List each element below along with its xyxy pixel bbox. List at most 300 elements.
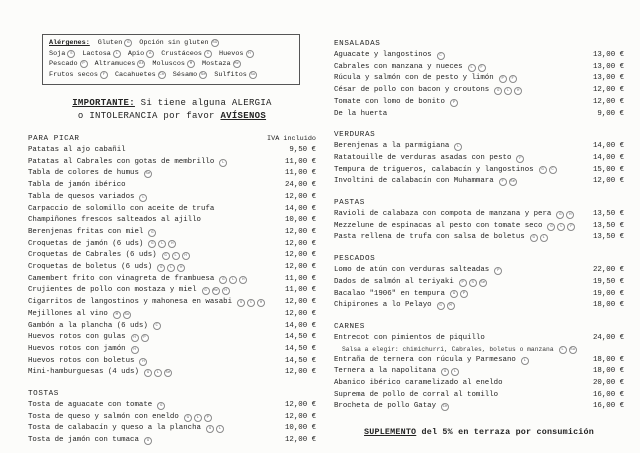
item-allergens xyxy=(448,290,468,298)
allergen-box-row xyxy=(49,49,293,60)
item-name: Carpaccio de solomillo con aceite de trufa xyxy=(28,204,215,213)
lactosa-icon: L xyxy=(504,87,512,95)
menu-item xyxy=(28,412,316,424)
menu-item xyxy=(28,192,316,204)
menu-item xyxy=(28,309,316,321)
frutos-secos-icon: F xyxy=(567,223,575,231)
item-price: 12,00 € xyxy=(284,309,316,318)
allergen-label: Mostaza xyxy=(202,60,231,68)
huevos-icon: H xyxy=(131,334,139,342)
allergen-label: Pescado xyxy=(49,60,78,68)
item-price: 10,00 € xyxy=(284,424,316,433)
item-price: 13,00 € xyxy=(592,51,624,59)
sulfitos-icon: Su xyxy=(570,347,576,352)
lactosa-icon: L xyxy=(229,276,237,284)
menu-item xyxy=(28,204,316,216)
lactosa-icon: L xyxy=(158,240,166,248)
allergen-label: Crustáceos xyxy=(161,49,203,58)
item-price: 12,00 € xyxy=(284,239,316,248)
item-price: 20,00 € xyxy=(592,379,624,388)
item-allergens xyxy=(142,170,152,178)
sulfitos-icon: Su xyxy=(124,312,130,317)
pescado-icon: P xyxy=(460,290,468,298)
lactosa-icon: L xyxy=(451,368,459,376)
menu-item xyxy=(334,378,624,390)
lactosa-legend xyxy=(82,49,121,60)
item-name: Huevos rotos con gulas xyxy=(28,333,126,342)
allergen-label: Frutos secos xyxy=(49,70,98,79)
item-name: Tabla de jamón ibérico xyxy=(28,181,126,190)
menu-item xyxy=(28,285,316,297)
item-price: 13,00 € xyxy=(592,74,624,83)
huevos-icon: H xyxy=(168,240,176,248)
altramuces-legend xyxy=(95,59,146,70)
item-allergens xyxy=(439,368,459,376)
menu-item xyxy=(334,277,624,289)
item-price: 14,50 € xyxy=(284,356,316,365)
gluten-icon: G xyxy=(450,290,458,298)
item-allergens xyxy=(160,252,190,260)
allergy-notice-line2: o INTOLERANCIA por favor AVÍSENOS xyxy=(77,111,267,121)
lactosa-icon: L xyxy=(521,357,529,365)
item-allergens xyxy=(137,358,147,366)
crustaceos-icon: C xyxy=(247,299,255,307)
item-name: Dados de salmón al teriyaki xyxy=(334,277,454,286)
section-title: PARA PICAR xyxy=(28,135,80,143)
huevos-legend xyxy=(219,49,253,60)
item-price: 11,00 € xyxy=(284,286,316,295)
menu-item xyxy=(334,289,624,301)
lactosa-icon: L xyxy=(216,425,224,433)
menu-item xyxy=(28,321,316,333)
item-name: Mejillones al vino xyxy=(28,309,108,318)
item-price: 9,50 € xyxy=(289,146,316,154)
item-name: Tabla de colores de humus xyxy=(28,169,139,178)
item-price: 11,00 € xyxy=(284,157,316,166)
item-price: 11,00 € xyxy=(284,274,316,283)
item-name: Huevos rotos con jamón xyxy=(28,344,126,353)
crustaceos-icon: C xyxy=(437,52,445,60)
allergen-box xyxy=(42,34,300,85)
item-price: 13,50 € xyxy=(592,221,624,230)
item-name: Entraña de ternera con rúcula y Parmesano xyxy=(334,355,516,364)
item-allergens xyxy=(537,166,557,174)
item-name: Brocheta de pollo Gatay xyxy=(334,402,437,411)
item-name: Mezzelune de espinacas al pesto con tomate seco xyxy=(334,221,543,230)
item-allergens xyxy=(129,334,149,342)
gluten-icon: G xyxy=(144,437,152,445)
menu-item xyxy=(334,209,624,221)
item-price: 13,00 € xyxy=(592,62,624,71)
item-name: Pasta rellena de trufa con salsa de boletus xyxy=(334,233,525,242)
item-allergens xyxy=(146,229,156,237)
menu-item xyxy=(334,401,624,413)
item-price: 12,00 € xyxy=(284,412,316,421)
item-allergens xyxy=(200,287,230,295)
lactosa-icon: L xyxy=(113,50,121,58)
item-name: Ravioli de calabaza con compota de manzana y pera xyxy=(334,210,552,219)
moluscos-icon: M xyxy=(447,302,455,310)
gluten-icon: G xyxy=(162,252,170,260)
section-title: VERDURAS xyxy=(334,131,376,140)
item-price: 18,00 € xyxy=(592,355,624,364)
menu-item xyxy=(334,85,624,97)
item-name: Gambón a la plancha (6 uds) xyxy=(28,321,148,330)
item-name: Tosta de queso y salmón con eneldo xyxy=(28,412,179,421)
item-allergens xyxy=(492,87,522,95)
sesamo-icon: Se xyxy=(510,180,516,185)
item-name: Ratatouille de verduras asadas con pesto xyxy=(334,153,512,162)
frutos-secos-legend xyxy=(49,70,108,81)
section-title: PASTAS xyxy=(334,199,365,208)
gluten-icon: G xyxy=(437,302,445,310)
allergen-label: Sulfitos xyxy=(214,70,247,79)
menu-item xyxy=(28,262,316,274)
section-title: TOSTAS xyxy=(28,390,59,399)
lactosa-icon: L xyxy=(139,194,147,202)
section-header xyxy=(334,321,624,333)
sulfitos-icon: Su xyxy=(250,72,256,77)
menu-item xyxy=(334,73,624,85)
item-allergens xyxy=(557,346,577,354)
allergen-box-title: Alérgenes: xyxy=(49,39,90,47)
moluscos-legend xyxy=(152,59,195,70)
item-name: Tosta de aguacate con tomate xyxy=(28,401,153,410)
lactosa-icon: L xyxy=(454,143,462,151)
soja-legend xyxy=(49,49,75,60)
menu-section xyxy=(334,321,624,413)
gluten-icon: G xyxy=(237,299,245,307)
lactosa-icon: L xyxy=(172,252,180,260)
menu-item xyxy=(28,157,316,169)
item-name: Tomate con lomo de bonito xyxy=(334,97,445,106)
item-name: Mini-hamburguesas (4 uds) xyxy=(28,368,139,377)
frutos-secos-icon: F xyxy=(516,155,524,163)
soja-icon: S xyxy=(469,279,477,287)
gluten-icon: G xyxy=(494,87,502,95)
menu-item xyxy=(334,50,624,62)
menu-item xyxy=(28,297,316,309)
frutos-secos-icon: F xyxy=(100,71,108,79)
mostaza-icon: Mz xyxy=(213,289,218,294)
item-price: 24,00 € xyxy=(592,333,624,342)
crustaceos-icon: C xyxy=(204,50,212,58)
item-allergens xyxy=(142,437,152,445)
item-price: 24,00 € xyxy=(284,181,316,190)
item-allergens xyxy=(457,279,487,287)
menu-section xyxy=(334,129,624,188)
item-name: Rúcula y salmón con de pesto y limón xyxy=(334,74,494,83)
item-allergens xyxy=(514,155,524,163)
menu-item xyxy=(334,221,624,233)
gluten-icon: G xyxy=(441,368,449,376)
item-price: 12,00 € xyxy=(284,251,316,260)
item-name: Croquetas de jamón (6 uds) xyxy=(28,239,144,248)
section-header xyxy=(334,253,624,265)
menu-item xyxy=(28,367,316,379)
pescado-icon: P xyxy=(450,99,458,107)
item-allergens xyxy=(129,346,139,354)
apio-legend xyxy=(128,49,154,60)
sesamo-icon: Se xyxy=(145,172,151,177)
sesamo-icon: Se xyxy=(165,371,171,376)
menu-item xyxy=(28,332,316,344)
item-price: 14,50 € xyxy=(284,333,316,342)
item-name: Aguacate y langostinos xyxy=(334,51,432,59)
left-column xyxy=(28,34,316,453)
left-sections xyxy=(28,133,316,447)
gluten-free-label: Opción sin gluten xyxy=(139,39,209,47)
gluten-icon: G xyxy=(148,240,156,248)
item-name: Crujientes de pollo con mostaza y miel xyxy=(28,286,197,295)
menu-item xyxy=(28,435,316,447)
gluten-free-icon: SG xyxy=(212,41,218,46)
menu-item xyxy=(28,250,316,262)
item-name: Huevos rotos con boletus xyxy=(28,356,135,365)
gluten-icon: G xyxy=(547,223,555,231)
menu-item-note xyxy=(334,345,624,355)
mostaza-icon: Mz xyxy=(234,62,239,67)
soja-icon: S xyxy=(67,50,75,58)
pescado-icon: P xyxy=(141,334,149,342)
sesamo-icon: Se xyxy=(480,280,486,285)
menu-item xyxy=(28,400,316,412)
item-name: Croquetas de Cabrales (6 uds) xyxy=(28,251,157,260)
item-allergens xyxy=(554,211,574,219)
item-allergens xyxy=(151,322,161,330)
sulfitos-legend xyxy=(214,70,257,81)
item-price: 13,50 € xyxy=(592,233,624,242)
menu-item xyxy=(334,390,624,402)
item-allergens xyxy=(217,159,227,167)
gluten-icon: G xyxy=(206,425,214,433)
item-price: 14,00 € xyxy=(284,321,316,330)
item-allergens xyxy=(137,194,147,202)
lactosa-icon: L xyxy=(154,369,162,377)
frutos-secos-icon: F xyxy=(509,75,517,83)
menu-item xyxy=(334,355,624,367)
right-column xyxy=(334,38,624,437)
menu-section xyxy=(28,388,316,447)
item-name: De la huerta xyxy=(334,109,388,118)
item-price: 12,00 € xyxy=(284,192,316,201)
item-name: Camembert frito con vinagreta de frambuesa xyxy=(28,274,215,283)
item-name: Suprema de pollo de corral al tomillo xyxy=(334,390,499,399)
item-allergens xyxy=(182,414,212,422)
item-name: Berenjenas fritas con miel xyxy=(28,227,144,236)
item-price: 10,00 € xyxy=(284,216,316,225)
menu-item xyxy=(334,366,624,378)
item-allergens xyxy=(519,357,529,365)
item-name: Lomo de atún con verduras salteadas xyxy=(334,266,490,275)
item-price: 12,00 € xyxy=(592,177,624,186)
frutos-secos-icon: F xyxy=(478,64,486,72)
item-allergens xyxy=(142,369,172,377)
menu-item xyxy=(28,215,316,227)
item-allergens xyxy=(545,223,575,231)
item-price: 14,50 € xyxy=(284,344,316,353)
tax-note: IVA incluido xyxy=(267,135,316,143)
menu-item xyxy=(28,227,316,239)
allergen-label: Huevos xyxy=(219,49,244,58)
huevos-icon: H xyxy=(257,299,265,307)
allergy-notice xyxy=(28,97,316,123)
menu-item xyxy=(28,168,316,180)
terrace-supplement-note: SUPLEMENTO del 5% en terraza por consumición xyxy=(364,427,594,438)
item-price: 18,00 € xyxy=(592,301,624,310)
huevos-icon: H xyxy=(182,252,190,260)
menu-item xyxy=(334,232,624,244)
huevos-icon: H xyxy=(139,358,147,366)
item-name: Cigarritos de langostinos y mahonesa en wasabi xyxy=(28,298,233,307)
huevos-icon: H xyxy=(566,211,574,219)
item-allergens xyxy=(497,75,517,83)
item-allergens xyxy=(155,264,185,272)
apio-icon: A xyxy=(146,50,154,58)
item-price: 22,00 € xyxy=(592,266,624,275)
section-title: PESCADOS xyxy=(334,255,376,264)
gluten-icon: G xyxy=(144,369,152,377)
item-price: 16,00 € xyxy=(592,390,624,399)
item-name: Entrecot con pimientos de piquillo xyxy=(334,333,485,342)
item-name: Ternera a la napolitana xyxy=(334,367,437,376)
allergen-label: Sésamo xyxy=(172,70,198,79)
allergen-label: Lactosa xyxy=(82,49,111,58)
item-price: 12,00 € xyxy=(284,401,316,410)
item-allergens xyxy=(155,402,165,410)
section-header xyxy=(334,38,624,50)
item-name: Tempura de trigueros, calabacín y langostinos xyxy=(334,165,534,174)
lactosa-icon: L xyxy=(167,264,175,272)
item-name: Croquetas de boletus (6 uds) xyxy=(28,263,153,272)
menu-item xyxy=(28,239,316,251)
menu-item xyxy=(334,141,624,153)
huevos-icon: H xyxy=(514,87,522,95)
huevos-icon: H xyxy=(222,287,230,295)
huevos-icon: H xyxy=(246,50,254,58)
item-price: 12,00 € xyxy=(284,436,316,445)
allergen-label: Cacahuetes xyxy=(114,70,156,79)
gluten-icon: G xyxy=(202,287,210,295)
pescado-icon: P xyxy=(459,279,467,287)
section-header xyxy=(334,197,624,209)
item-allergens xyxy=(452,143,462,151)
frutos-secos-icon: F xyxy=(499,178,507,186)
item-name: César de pollo con bacon y croutons xyxy=(334,86,490,95)
item-price: 19,50 € xyxy=(592,277,624,286)
sesamo-icon: Se xyxy=(200,72,206,77)
gluten-icon: G xyxy=(219,276,227,284)
moluscos-icon: M xyxy=(113,311,121,319)
item-price: 12,00 € xyxy=(284,368,316,377)
item-name: Abanico ibérico caramelizado al eneldo xyxy=(334,379,503,388)
item-allergens xyxy=(435,52,445,60)
item-name: Tabla de quesos variados xyxy=(28,192,135,201)
item-price: 11,00 € xyxy=(284,169,316,178)
item-price: 12,00 € xyxy=(592,86,624,95)
menu-section xyxy=(334,197,624,244)
gluten-icon: G xyxy=(157,264,165,272)
section-header xyxy=(28,133,316,145)
item-price: 16,00 € xyxy=(592,402,624,411)
section-title: ENSALADAS xyxy=(334,40,381,48)
allergen-box-row xyxy=(49,70,293,81)
lactosa-icon: L xyxy=(557,223,565,231)
item-price: 12,00 € xyxy=(592,97,624,106)
item-name: Salsa a elegir: chimichurri, Cabrales, boletus o manzana xyxy=(342,345,554,353)
huevos-icon: H xyxy=(239,276,247,284)
item-price: 9,00 € xyxy=(597,109,624,118)
gluten-icon: G xyxy=(556,211,564,219)
item-price: 19,00 € xyxy=(592,289,624,298)
crustaceos-icon: C xyxy=(549,166,557,174)
moluscos-icon: M xyxy=(187,60,195,68)
menu-section xyxy=(334,253,624,312)
cacahuetes-icon: Ch xyxy=(442,405,448,410)
cacahuetes-icon: Ch xyxy=(159,72,165,77)
item-allergens xyxy=(111,311,131,319)
allergen-label: Soja xyxy=(49,49,66,58)
menu-item xyxy=(334,300,624,312)
pescado-icon: P xyxy=(204,414,212,422)
huevos-icon: H xyxy=(131,346,139,354)
item-name: Patatas al Cabrales con gotas de membrillo xyxy=(28,157,215,166)
menu-item xyxy=(28,180,316,192)
gluten-icon: G xyxy=(148,229,156,237)
menu-item xyxy=(334,333,624,345)
allergy-notice-line1: IMPORTANTE: Si tiene alguna ALERGIA xyxy=(72,98,272,108)
lactosa-icon: L xyxy=(468,64,476,72)
item-allergens xyxy=(439,403,449,411)
item-price: 18,00 € xyxy=(592,367,624,376)
item-name: Involtini de calabacín con Muhammara xyxy=(334,177,494,186)
item-name: Chipirones a lo Pelayo xyxy=(334,301,432,310)
gluten-legend xyxy=(98,38,132,49)
pescado-icon: P xyxy=(499,75,507,83)
allergen-label: Apio xyxy=(127,49,145,58)
item-allergens xyxy=(466,64,486,72)
section-header xyxy=(334,129,624,141)
menu-item xyxy=(28,145,316,157)
lactosa-icon: L xyxy=(559,346,567,354)
lactosa-icon: L xyxy=(540,234,548,242)
item-price: 12,00 € xyxy=(284,227,316,236)
item-allergens xyxy=(448,99,458,107)
item-name: Cabrales con manzana y nueces xyxy=(334,62,463,71)
menu-item xyxy=(334,109,624,121)
gluten-icon: G xyxy=(539,166,547,174)
crustaceos-legend xyxy=(161,49,212,60)
section-title: CARNES xyxy=(334,322,365,331)
item-price: 13,50 € xyxy=(592,210,624,219)
crustaceos-icon: C xyxy=(153,322,161,330)
menu-item xyxy=(28,274,316,286)
gluten-icon: G xyxy=(530,234,538,242)
sesamo-legend xyxy=(173,70,207,81)
menu-section xyxy=(334,38,624,120)
allergen-label: Moluscos xyxy=(152,60,185,68)
menu-item xyxy=(334,165,624,177)
item-allergens xyxy=(146,240,176,248)
item-name: Champiñones frescos salteados al ajillo xyxy=(28,216,201,225)
item-name: Tosta de calabacín y queso a la plancha xyxy=(28,424,201,433)
item-allergens xyxy=(235,299,265,307)
allergen-label: Altramuces xyxy=(94,60,136,68)
allergen-box-header xyxy=(49,38,293,49)
pescado-icon: P xyxy=(494,267,502,275)
menu-item xyxy=(28,423,316,435)
item-name: Patatas al ajo cabañil xyxy=(28,146,126,154)
